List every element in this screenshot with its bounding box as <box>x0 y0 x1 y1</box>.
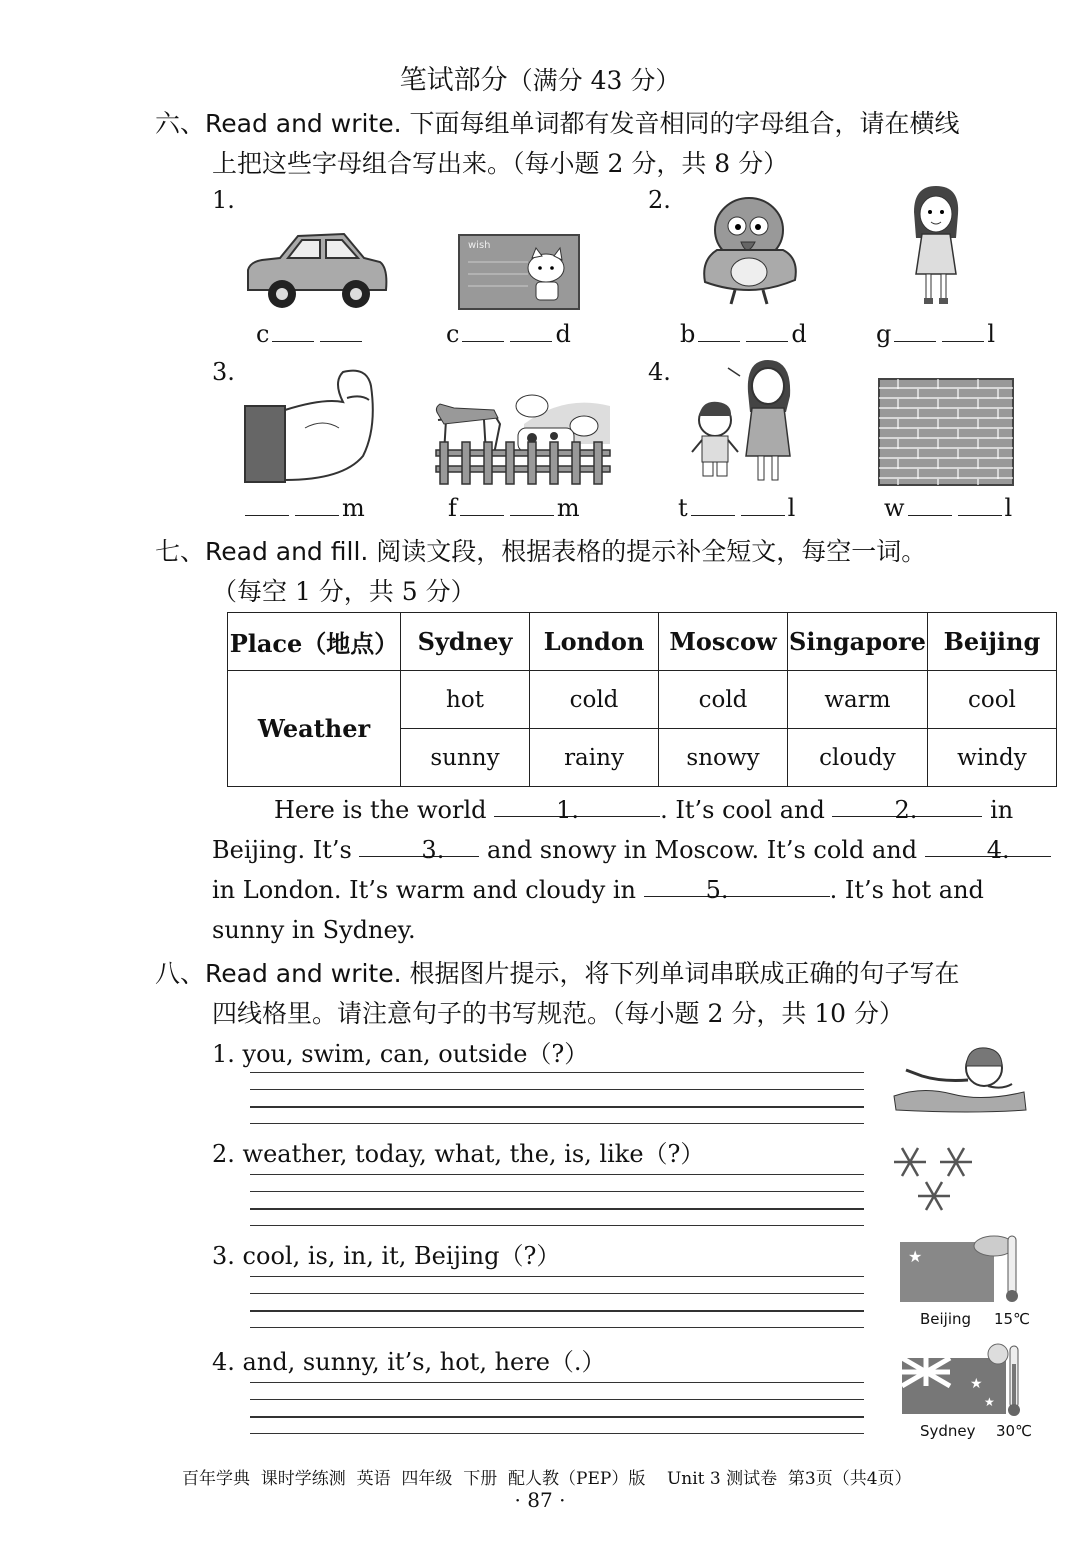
blank-girl-suffix: l <box>987 320 996 348</box>
section6-heading2-text: 上把这些字母组合写出来。 <box>212 149 513 178</box>
blank-arm-suffix: m <box>342 494 365 522</box>
group-4-number: 4. <box>648 358 671 386</box>
question-2 <box>212 1134 704 1169</box>
question-number: 2. <box>212 1140 235 1168</box>
beijing-temp: 15℃ <box>994 1310 1030 1328</box>
header-beijing: Beijing <box>927 613 1056 671</box>
passage-text: in Beijing. It’s <box>212 796 1014 864</box>
section8-heading2-text: 四线格里。请注意句子的书写规范。 <box>212 999 613 1028</box>
header-moscow: Moscow <box>659 613 788 671</box>
weather-table <box>227 612 1057 787</box>
blank-car-prefix: c <box>256 320 270 348</box>
four-line-grid-3[interactable] <box>250 1276 864 1328</box>
passage-blank-3[interactable] <box>359 830 479 864</box>
question-words: cool, is, in, it, Beijing（?） <box>242 1242 561 1270</box>
blank-card[interactable] <box>446 320 571 348</box>
blank-bird[interactable] <box>680 320 807 348</box>
section6-heading: 六、Read and write. 下面每组单词都有发音相同的字母组合，请在横线 <box>155 109 960 138</box>
blank-2-label: 2. <box>894 796 918 824</box>
blank-girl-prefix: g <box>876 320 892 348</box>
girl-image <box>906 182 966 310</box>
blank-tall[interactable] <box>678 494 795 522</box>
question-4 <box>212 1342 606 1377</box>
header-place: Place（地点） <box>228 613 401 671</box>
four-line-grid-1[interactable] <box>250 1072 864 1124</box>
blank-tall-suffix: l <box>787 494 796 522</box>
blank-girl[interactable] <box>876 320 995 348</box>
blank-tall-prefix: t <box>678 494 688 522</box>
svg-text:★: ★ <box>970 1376 983 1392</box>
question-number: 1. <box>212 1040 235 1068</box>
table-cell: cloudy <box>788 729 928 787</box>
table-row <box>228 671 1057 729</box>
passage-blank-4[interactable] <box>925 830 1051 864</box>
blank-bird-prefix: b <box>680 320 696 348</box>
table-cell: warm <box>788 671 928 729</box>
header-sydney: Sydney <box>401 613 530 671</box>
footer-text: 百年学典 课时学练测 英语 四年级 下册 配人教（PEP）版 Unit 3 测试卷 第3页（共4页） <box>182 1469 912 1489</box>
blank-card-prefix: c <box>446 320 460 348</box>
blank-3-label: 3. <box>421 836 445 864</box>
arm-image <box>243 368 377 486</box>
passage <box>212 790 1054 950</box>
table-header-row <box>228 613 1057 671</box>
question-words: and, sunny, it’s, hot, here（.） <box>242 1348 606 1376</box>
header-london: London <box>530 613 659 671</box>
svg-text:★: ★ <box>908 1247 923 1266</box>
question-number: 4. <box>212 1348 235 1376</box>
swimmer-image <box>892 1040 1028 1114</box>
question-3 <box>212 1236 560 1271</box>
car-image <box>240 228 390 310</box>
farm-image <box>434 384 612 486</box>
passage-text: . It’s cool and <box>660 796 833 824</box>
china-flag-icon <box>898 1232 1028 1306</box>
row-label-weather: Weather <box>228 671 401 787</box>
passage-text: in London. It’s warm and cloudy in <box>212 876 644 904</box>
blank-farm-prefix: f <box>448 494 457 522</box>
table-cell: cold <box>659 671 788 729</box>
section8-heading2 <box>212 994 904 1030</box>
title-score: （满分 43 分） <box>507 66 681 95</box>
sydney-temp: 30℃ <box>996 1422 1032 1440</box>
blank-wall-suffix: l <box>1004 494 1013 522</box>
question-words: weather, today, what, the, is, like（?） <box>242 1140 705 1168</box>
blank-4-label: 4. <box>986 836 1010 864</box>
blank-farm-suffix: m <box>556 494 580 522</box>
page-number: · 87 · <box>514 1488 566 1512</box>
card-text: wish <box>468 240 491 251</box>
svg-text:★: ★ <box>984 1395 995 1409</box>
table-cell: cool <box>927 671 1056 729</box>
question-number: 3. <box>212 1242 235 1270</box>
blank-wall-prefix: w <box>884 494 905 522</box>
blank-5-label: 5. <box>705 876 729 904</box>
group-2-number: 2. <box>648 186 671 214</box>
table-cell: windy <box>927 729 1056 787</box>
section7-score: （每空 1 分，共 5 分） <box>212 577 476 606</box>
beijing-caption: Beijing <box>920 1310 972 1328</box>
question-words: you, swim, can, outside（?） <box>242 1040 589 1068</box>
blank-arm[interactable] <box>242 494 365 522</box>
section6-score: （每小题 2 分，共 8 分） <box>512 149 789 178</box>
section8-heading: 八、Read and write. 根据图片提示，将下列单词串联成正确的句子写在 <box>155 959 960 988</box>
snowflake-icon <box>890 1140 980 1218</box>
group-3-number: 3. <box>212 358 235 386</box>
section8-score: （每小题 2 分，共 10 分） <box>612 999 905 1028</box>
section6-heading2 <box>212 144 788 180</box>
question-1 <box>212 1034 588 1069</box>
bird-image <box>697 190 803 308</box>
table-cell: snowy <box>659 729 788 787</box>
four-line-grid-2[interactable] <box>250 1174 864 1226</box>
table-cell: sunny <box>401 729 530 787</box>
page-title <box>0 58 1080 97</box>
passage-text: Here is the world <box>274 796 495 824</box>
passage-blank-1[interactable] <box>494 790 660 824</box>
australia-flag-icon <box>900 1340 1030 1420</box>
blank-farm[interactable] <box>448 494 580 522</box>
table-cell: hot <box>401 671 530 729</box>
blank-car[interactable] <box>256 320 365 348</box>
passage-blank-2[interactable] <box>832 790 982 824</box>
blank-1-label: 1. <box>556 796 580 824</box>
passage-blank-5[interactable] <box>644 870 830 904</box>
wall-image <box>878 378 1014 486</box>
four-line-grid-4[interactable] <box>250 1382 864 1434</box>
passage-text: . It’s hot and sunny in Sydney. <box>212 876 984 944</box>
blank-card-suffix: d <box>555 320 571 348</box>
passage-text: and snowy in Moscow. It’s cold and <box>479 836 925 864</box>
blank-wall[interactable] <box>884 494 1012 522</box>
title-main: 笔试部分 <box>399 65 508 96</box>
table-cell: cold <box>530 671 659 729</box>
blank-bird-suffix: d <box>791 320 807 348</box>
header-singapore: Singapore <box>788 613 928 671</box>
sydney-caption: Sydney <box>920 1422 976 1440</box>
section7-heading: 七、Read and fill. 阅读文段，根据表格的提示补全短文，每空一词。 <box>155 537 927 566</box>
table-cell: rainy <box>530 729 659 787</box>
kids-image <box>688 356 804 486</box>
group-1-number: 1. <box>212 186 235 214</box>
